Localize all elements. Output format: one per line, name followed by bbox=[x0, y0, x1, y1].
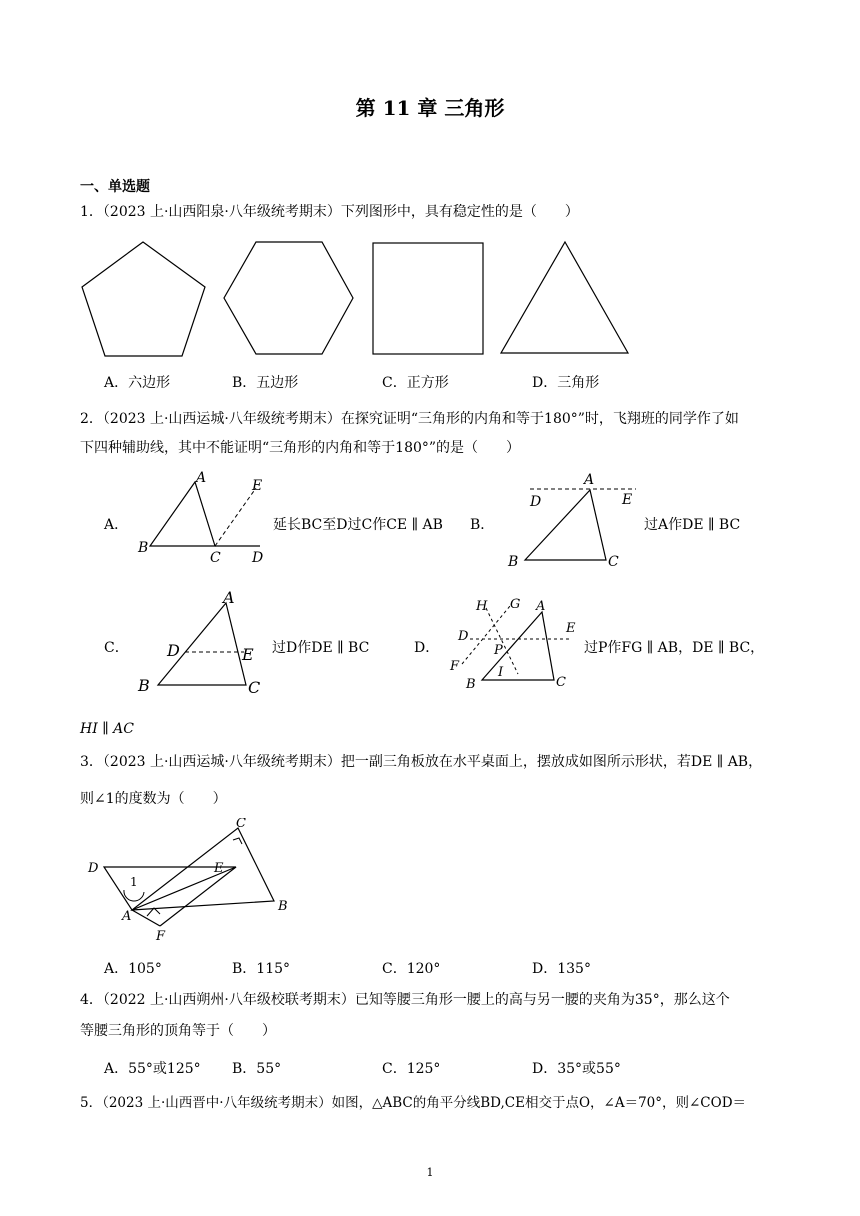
q2d-label-c: C bbox=[556, 675, 566, 690]
q2d-label-g: G bbox=[510, 597, 521, 612]
q2d-label-f: F bbox=[450, 659, 460, 674]
q2b-label-d: D bbox=[530, 494, 542, 510]
q2a-label-d: D bbox=[252, 550, 264, 566]
section-heading: 一、单选题 bbox=[80, 179, 150, 195]
q2-option-a-label: A． bbox=[104, 517, 129, 533]
q1-shapes-figure bbox=[78, 238, 638, 360]
q2-stem-line2: 下四种辅助线，其中不能证明“三角形的内角和等于180°”的是（ ） bbox=[80, 440, 521, 456]
q2c-label-c: C bbox=[248, 678, 261, 695]
q4-option-d: D．35°或55° bbox=[532, 1061, 621, 1077]
q2-option-c-text: 过D作DE ∥ BC bbox=[272, 640, 370, 656]
q4-option-a: A．55°或125° bbox=[104, 1061, 201, 1077]
q2-option-b-figure bbox=[500, 468, 640, 572]
triangle-shape bbox=[501, 242, 628, 353]
q2d-label-a: A bbox=[536, 599, 546, 614]
page-title: 第 11 章 三角形 bbox=[355, 96, 505, 120]
pentagon-shape bbox=[82, 242, 205, 356]
q2-option-b-label: B． bbox=[470, 517, 495, 533]
q3-label-c: C bbox=[236, 818, 246, 831]
page-number: 1 bbox=[426, 1166, 434, 1179]
q2c-label-e: E bbox=[242, 645, 254, 664]
q4-stem-line1: 4．（2022 上·山西朔州·八年级校联考期末）已知等腰三角形一腰上的高与另一腰的夹角为35°，那么这个 bbox=[80, 992, 730, 1008]
q3-label-f: F bbox=[156, 929, 166, 942]
q3-stem-line2: 则∠1的度数为（ ） bbox=[80, 791, 227, 807]
q3-label-d: D bbox=[88, 861, 99, 876]
square-shape bbox=[373, 243, 483, 354]
q2-option-d-text-cont: HI ∥ AC bbox=[80, 721, 134, 737]
q1-option-c: C．正方形 bbox=[382, 375, 449, 391]
q1-option-a: A．六边形 bbox=[104, 375, 171, 391]
q2a-label-b: B bbox=[138, 540, 149, 556]
hexagon-shape bbox=[224, 242, 353, 354]
q1-stem: 1．（2023 上·山西阳泉·八年级统考期末）下列图形中，具有稳定性的是（ ） bbox=[80, 204, 579, 220]
q1-option-b: B．五边形 bbox=[232, 375, 299, 391]
q2-option-d-text: 过P作FG ∥ AB，DE ∥ BC， bbox=[584, 640, 765, 656]
q2d-label-h: H bbox=[476, 599, 488, 614]
q3-stem-line1: 3．（2023 上·山西运城·八年级统考期末）把一副三角板放在水平桌面上，摆放成如图所示形状，若DE ∥ AB， bbox=[80, 754, 763, 770]
q3-option-d: D．135° bbox=[532, 961, 591, 977]
q2-option-b-text: 过A作DE ∥ BC bbox=[644, 517, 741, 533]
q3-triangle-set-figure bbox=[86, 818, 296, 942]
q2-stem-line1: 2．（2023 上·山西运城·八年级统考期末）在探究证明“三角形的内角和等于180°”时，飞翔班的同学作了如 bbox=[80, 411, 739, 427]
q1-option-d: D．三角形 bbox=[532, 375, 600, 391]
q3-label-b: B bbox=[278, 899, 288, 914]
q2b-label-a: A bbox=[584, 472, 595, 488]
q2-option-a-figure bbox=[130, 470, 270, 570]
q2-option-d-figure bbox=[448, 594, 580, 692]
q3-label-a: A bbox=[122, 909, 132, 924]
q2c-label-a: A bbox=[223, 588, 235, 607]
q2b-label-c: C bbox=[608, 554, 619, 570]
q3-option-b: B．115° bbox=[232, 961, 291, 977]
q2a-label-e: E bbox=[252, 478, 263, 494]
q2c-label-d: D bbox=[167, 641, 180, 660]
q2a-label-a: A bbox=[196, 470, 207, 486]
q2-option-a-text: 延长BC至D过C作CE ∥ AB bbox=[273, 517, 443, 533]
q2-option-d-label: D． bbox=[414, 640, 440, 656]
q3-option-a: A．105° bbox=[104, 961, 162, 977]
q2-option-c-figure bbox=[134, 585, 268, 695]
q4-option-c: C．125° bbox=[382, 1061, 441, 1077]
q2b-label-b: B bbox=[508, 554, 519, 570]
q2d-label-p: P bbox=[494, 643, 503, 658]
q3-option-c: C．120° bbox=[382, 961, 441, 977]
q4-option-b: B．55° bbox=[232, 1061, 282, 1077]
q2c-label-b: B bbox=[138, 676, 150, 695]
q2d-label-i: I bbox=[498, 665, 504, 680]
q3-label-1: 1 bbox=[130, 875, 138, 889]
q2d-label-b: B bbox=[466, 677, 476, 692]
q2d-label-d: D bbox=[458, 629, 469, 644]
q3-label-e: E bbox=[214, 861, 224, 876]
q2b-label-e: E bbox=[622, 492, 633, 508]
q4-stem-line2: 等腰三角形的顶角等于（ ） bbox=[80, 1023, 276, 1039]
q5-stem: 5．（2023 上·山西晋中·八年级统考期末）如图，△ABC的角平分线BD,CE相交于点O，∠A＝70°，则∠COD＝ bbox=[80, 1095, 747, 1111]
q2-option-c-label: C． bbox=[104, 640, 129, 656]
q2d-label-e: E bbox=[566, 621, 576, 636]
q2a-label-c: C bbox=[210, 550, 221, 566]
